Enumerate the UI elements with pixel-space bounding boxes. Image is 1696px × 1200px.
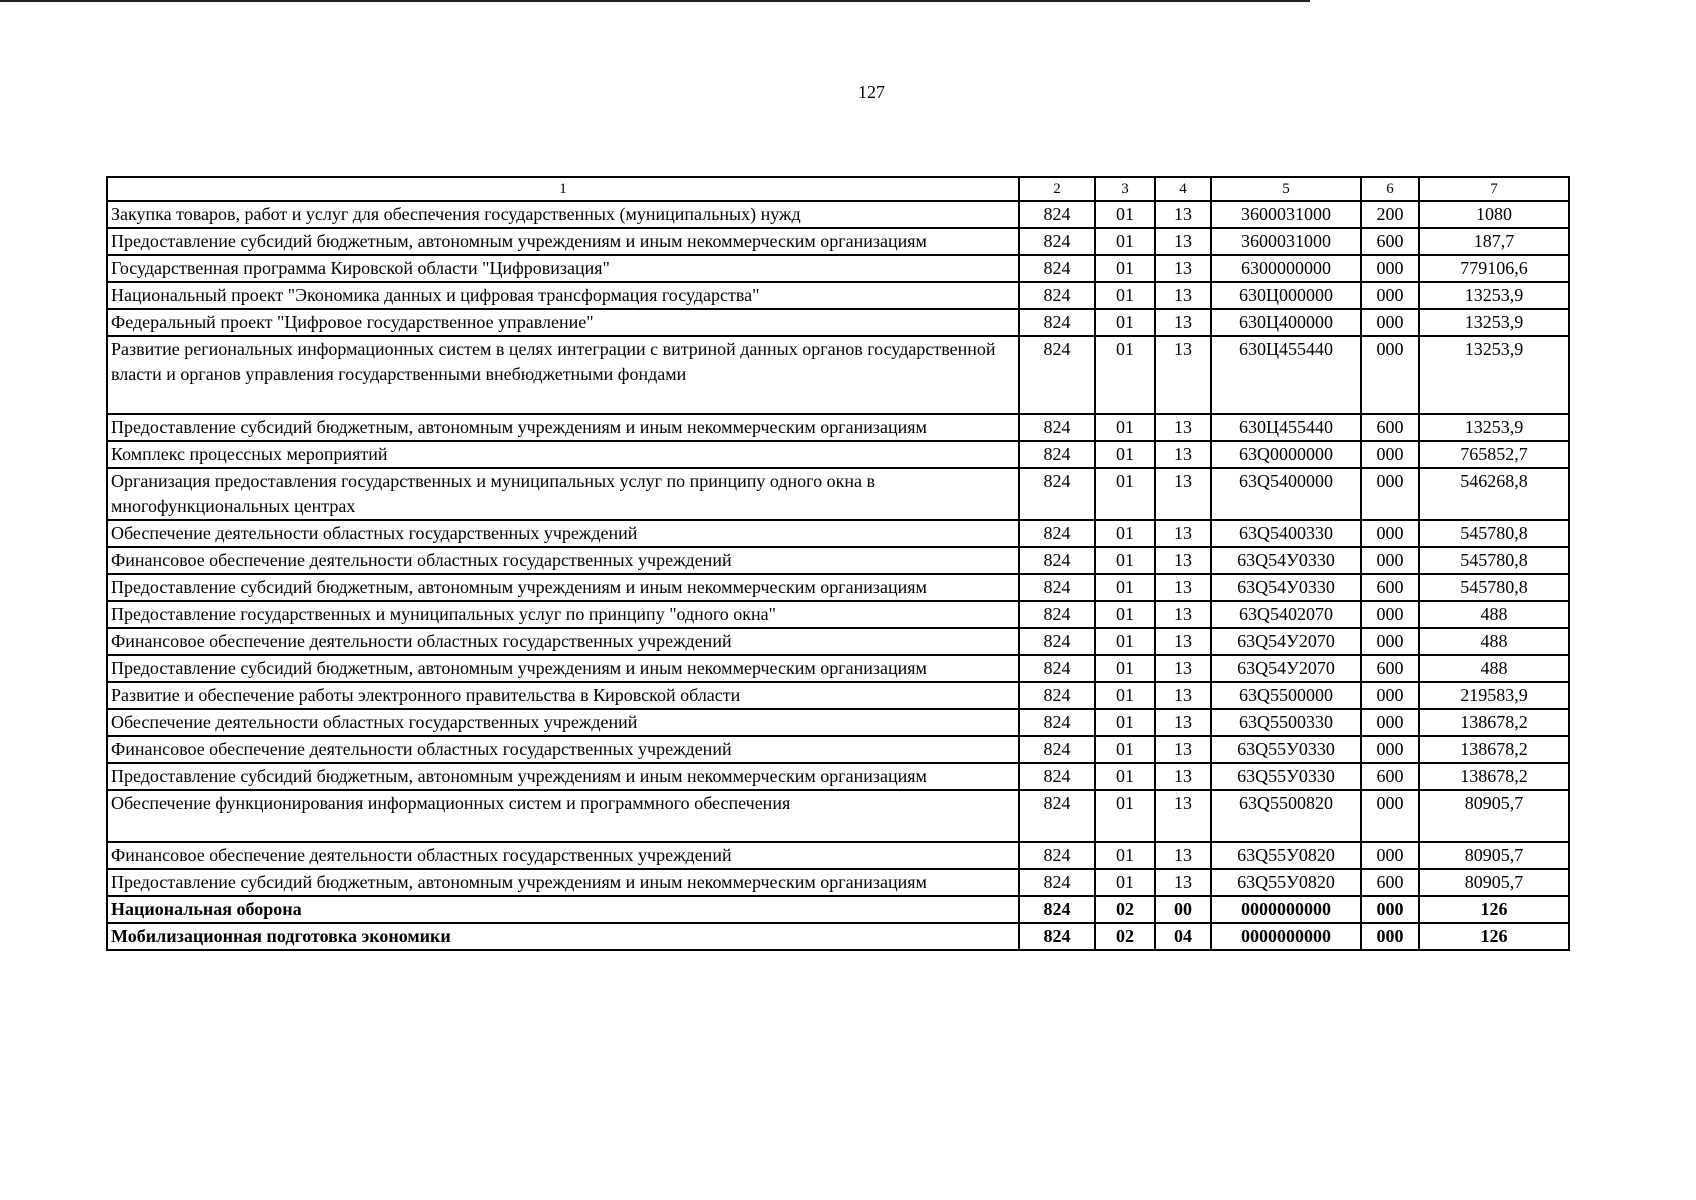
table-row [107,790,1569,842]
row-code-ministry: 824 [1019,736,1095,763]
row-expense-type: 000 [1361,628,1419,655]
row-code-subsection: 13 [1155,201,1211,228]
row-amount: 546268,8 [1419,468,1569,520]
row-code-section: 01 [1095,468,1155,520]
row-code-section: 01 [1095,655,1155,682]
row-code-ministry: 824 [1019,709,1095,736]
table-row [107,628,1569,655]
row-target-article: 63Q54У2070 [1211,655,1361,682]
table-row [107,682,1569,709]
row-code-ministry: 824 [1019,763,1095,790]
row-code-ministry: 824 [1019,655,1095,682]
row-name: Комплекс процессных мероприятий [107,441,1019,468]
row-name: Предоставление субсидий бюджетным, автономным учреждениям и иным некоммерческим организациям [107,414,1019,441]
row-code-subsection: 13 [1155,682,1211,709]
row-expense-type: 000 [1361,441,1419,468]
row-code-subsection: 13 [1155,309,1211,336]
row-code-ministry: 824 [1019,574,1095,601]
row-expense-type: 600 [1361,655,1419,682]
row-target-article: 63Q5400330 [1211,520,1361,547]
header-row [107,177,1569,201]
row-expense-type: 000 [1361,309,1419,336]
row-amount: 13253,9 [1419,309,1569,336]
table-row [107,869,1569,896]
row-target-article: 3600031000 [1211,228,1361,255]
row-amount: 126 [1419,923,1569,950]
row-amount: 545780,8 [1419,547,1569,574]
row-name: Предоставление субсидий бюджетным, автономным учреждениям и иным некоммерческим организациям [107,869,1019,896]
row-name: Предоставление субсидий бюджетным, автономным учреждениям и иным некоммерческим организациям [107,228,1019,255]
row-name: Национальный проект "Экономика данных и цифровая трансформация государства" [107,282,1019,309]
row-code-subsection: 13 [1155,709,1211,736]
row-expense-type: 000 [1361,547,1419,574]
row-code-subsection: 13 [1155,601,1211,628]
top-border-line [0,0,1310,2]
row-target-article: 63Q5500820 [1211,790,1361,842]
row-code-section: 02 [1095,923,1155,950]
row-code-section: 01 [1095,763,1155,790]
row-code-section: 01 [1095,790,1155,842]
row-expense-type: 000 [1361,682,1419,709]
row-code-section: 01 [1095,520,1155,547]
row-code-ministry: 824 [1019,547,1095,574]
row-code-ministry: 824 [1019,228,1095,255]
row-code-ministry: 824 [1019,336,1095,414]
row-name: Государственная программа Кировской области "Цифровизация" [107,255,1019,282]
row-code-ministry: 824 [1019,255,1095,282]
row-code-ministry: 824 [1019,309,1095,336]
table-row [107,282,1569,309]
row-name: Финансовое обеспечение деятельности областных государственных учреждений [107,628,1019,655]
row-expense-type: 000 [1361,468,1419,520]
row-amount: 126 [1419,896,1569,923]
row-name: Предоставление государственных и муниципальных услуг по принципу "одного окна" [107,601,1019,628]
row-code-ministry: 824 [1019,601,1095,628]
row-code-subsection: 00 [1155,896,1211,923]
row-amount: 80905,7 [1419,842,1569,869]
row-amount: 138678,2 [1419,763,1569,790]
row-expense-type: 000 [1361,896,1419,923]
row-name: Развитие региональных информационных систем в целях интеграции с витриной данных органов государственной власти и органов управления государственными внебюджетными фондами [107,336,1019,414]
row-expense-type: 000 [1361,601,1419,628]
row-name: Организация предоставления государственных и муниципальных услуг по принципу одного окна в многофункциональных центрах [107,468,1019,520]
row-code-section: 01 [1095,574,1155,601]
budget-table [106,176,1570,951]
row-code-subsection: 13 [1155,842,1211,869]
row-target-article: 63Q54У0330 [1211,547,1361,574]
row-code-subsection: 13 [1155,468,1211,520]
row-name: Финансовое обеспечение деятельности областных государственных учреждений [107,547,1019,574]
row-code-subsection: 13 [1155,790,1211,842]
table-row [107,201,1569,228]
row-code-section: 01 [1095,682,1155,709]
row-code-subsection: 13 [1155,574,1211,601]
row-amount: 488 [1419,628,1569,655]
row-code-ministry: 824 [1019,628,1095,655]
row-code-ministry: 824 [1019,790,1095,842]
row-code-ministry: 824 [1019,842,1095,869]
table-row [107,923,1569,950]
row-code-section: 01 [1095,869,1155,896]
row-name: Развитие и обеспечение работы электронного правительства в Кировской области [107,682,1019,709]
row-code-ministry: 824 [1019,282,1095,309]
row-expense-type: 600 [1361,414,1419,441]
row-code-ministry: 824 [1019,201,1095,228]
row-name: Закупка товаров, работ и услуг для обеспечения государственных (муниципальных) нужд [107,201,1019,228]
row-code-subsection: 13 [1155,628,1211,655]
row-target-article: 63Q55У0330 [1211,736,1361,763]
row-name: Предоставление субсидий бюджетным, автономным учреждениям и иным некоммерческим организациям [107,655,1019,682]
header-col-4: 4 [1155,177,1211,201]
row-name: Финансовое обеспечение деятельности областных государственных учреждений [107,842,1019,869]
table-row [107,228,1569,255]
table-row [107,601,1569,628]
row-target-article: 63Q5400000 [1211,468,1361,520]
row-code-subsection: 13 [1155,869,1211,896]
row-expense-type: 600 [1361,869,1419,896]
table-row [107,336,1569,414]
row-code-subsection: 13 [1155,282,1211,309]
row-code-section: 01 [1095,309,1155,336]
row-target-article: 3600031000 [1211,201,1361,228]
row-code-subsection: 13 [1155,736,1211,763]
row-target-article: 63Q5402070 [1211,601,1361,628]
row-code-ministry: 824 [1019,896,1095,923]
row-name: Предоставление субсидий бюджетным, автономным учреждениям и иным некоммерческим организациям [107,763,1019,790]
row-expense-type: 600 [1361,763,1419,790]
row-code-subsection: 13 [1155,547,1211,574]
header-col-5: 5 [1211,177,1361,201]
row-amount: 13253,9 [1419,414,1569,441]
row-amount: 13253,9 [1419,282,1569,309]
row-expense-type: 000 [1361,255,1419,282]
row-code-subsection: 13 [1155,414,1211,441]
row-code-subsection: 13 [1155,763,1211,790]
row-code-subsection: 13 [1155,655,1211,682]
row-amount: 545780,8 [1419,520,1569,547]
row-code-section: 01 [1095,201,1155,228]
table-row [107,520,1569,547]
table-row [107,255,1569,282]
row-code-subsection: 13 [1155,441,1211,468]
table-row [107,441,1569,468]
row-name: Финансовое обеспечение деятельности областных государственных учреждений [107,736,1019,763]
row-target-article: 63Q5500000 [1211,682,1361,709]
row-target-article: 63Q5500330 [1211,709,1361,736]
row-target-article: 630Ц000000 [1211,282,1361,309]
row-expense-type: 000 [1361,842,1419,869]
row-amount: 138678,2 [1419,736,1569,763]
row-target-article: 0000000000 [1211,896,1361,923]
row-amount: 13253,9 [1419,336,1569,414]
row-code-section: 01 [1095,736,1155,763]
row-expense-type: 600 [1361,574,1419,601]
row-name: Обеспечение деятельности областных государственных учреждений [107,520,1019,547]
row-expense-type: 000 [1361,923,1419,950]
row-target-article: 63Q55У0330 [1211,763,1361,790]
row-code-subsection: 13 [1155,336,1211,414]
header-col-3: 3 [1095,177,1155,201]
row-code-ministry: 824 [1019,682,1095,709]
table-row [107,896,1569,923]
row-code-section: 01 [1095,255,1155,282]
row-name: Национальная оборона [107,896,1019,923]
row-amount: 187,7 [1419,228,1569,255]
table-row [107,309,1569,336]
header-col-7: 7 [1419,177,1569,201]
row-amount: 1080 [1419,201,1569,228]
row-target-article: 63Q54У2070 [1211,628,1361,655]
row-name: Мобилизационная подготовка экономики [107,923,1019,950]
row-code-section: 01 [1095,282,1155,309]
row-amount: 80905,7 [1419,790,1569,842]
row-expense-type: 000 [1361,336,1419,414]
row-expense-type: 000 [1361,520,1419,547]
row-expense-type: 600 [1361,228,1419,255]
row-expense-type: 000 [1361,736,1419,763]
row-amount: 488 [1419,601,1569,628]
table-row [107,736,1569,763]
row-code-section: 01 [1095,414,1155,441]
row-expense-type: 200 [1361,201,1419,228]
row-target-article: 6300000000 [1211,255,1361,282]
table-row [107,709,1569,736]
table-row [107,574,1569,601]
row-code-ministry: 824 [1019,520,1095,547]
page-number: 127 [858,82,885,102]
row-amount: 545780,8 [1419,574,1569,601]
row-amount: 779106,6 [1419,255,1569,282]
table-row [107,763,1569,790]
row-code-subsection: 13 [1155,255,1211,282]
header-col-2: 2 [1019,177,1095,201]
header-col-6: 6 [1361,177,1419,201]
row-expense-type: 000 [1361,282,1419,309]
row-target-article: 63Q55У0820 [1211,842,1361,869]
row-target-article: 63Q54У0330 [1211,574,1361,601]
row-target-article: 0000000000 [1211,923,1361,950]
row-code-section: 01 [1095,709,1155,736]
table-row [107,547,1569,574]
table-row [107,468,1569,520]
table-row [107,655,1569,682]
row-code-section: 01 [1095,601,1155,628]
row-code-ministry: 824 [1019,468,1095,520]
row-target-article: 63Q0000000 [1211,441,1361,468]
row-target-article: 630Ц400000 [1211,309,1361,336]
row-target-article: 630Ц455440 [1211,336,1361,414]
row-code-ministry: 824 [1019,869,1095,896]
row-code-section: 01 [1095,628,1155,655]
row-code-subsection: 13 [1155,228,1211,255]
row-name: Предоставление субсидий бюджетным, автономным учреждениям и иным некоммерческим организациям [107,574,1019,601]
row-name: Обеспечение функционирования информационных систем и программного обеспечения [107,790,1019,842]
row-code-ministry: 824 [1019,923,1095,950]
row-amount: 765852,7 [1419,441,1569,468]
row-amount: 80905,7 [1419,869,1569,896]
row-target-article: 63Q55У0820 [1211,869,1361,896]
row-code-section: 01 [1095,547,1155,574]
row-code-section: 01 [1095,336,1155,414]
table-row [107,842,1569,869]
row-amount: 138678,2 [1419,709,1569,736]
row-code-subsection: 13 [1155,520,1211,547]
row-code-ministry: 824 [1019,441,1095,468]
row-expense-type: 000 [1361,709,1419,736]
row-amount: 219583,9 [1419,682,1569,709]
row-name: Обеспечение деятельности областных государственных учреждений [107,709,1019,736]
row-name: Федеральный проект "Цифровое государственное управление" [107,309,1019,336]
row-code-ministry: 824 [1019,414,1095,441]
row-code-section: 01 [1095,228,1155,255]
header-col-1: 1 [107,177,1019,201]
row-code-subsection: 04 [1155,923,1211,950]
row-expense-type: 000 [1361,790,1419,842]
row-code-section: 01 [1095,441,1155,468]
table-row [107,414,1569,441]
row-code-section: 01 [1095,842,1155,869]
row-target-article: 630Ц455440 [1211,414,1361,441]
row-code-section: 02 [1095,896,1155,923]
row-amount: 488 [1419,655,1569,682]
